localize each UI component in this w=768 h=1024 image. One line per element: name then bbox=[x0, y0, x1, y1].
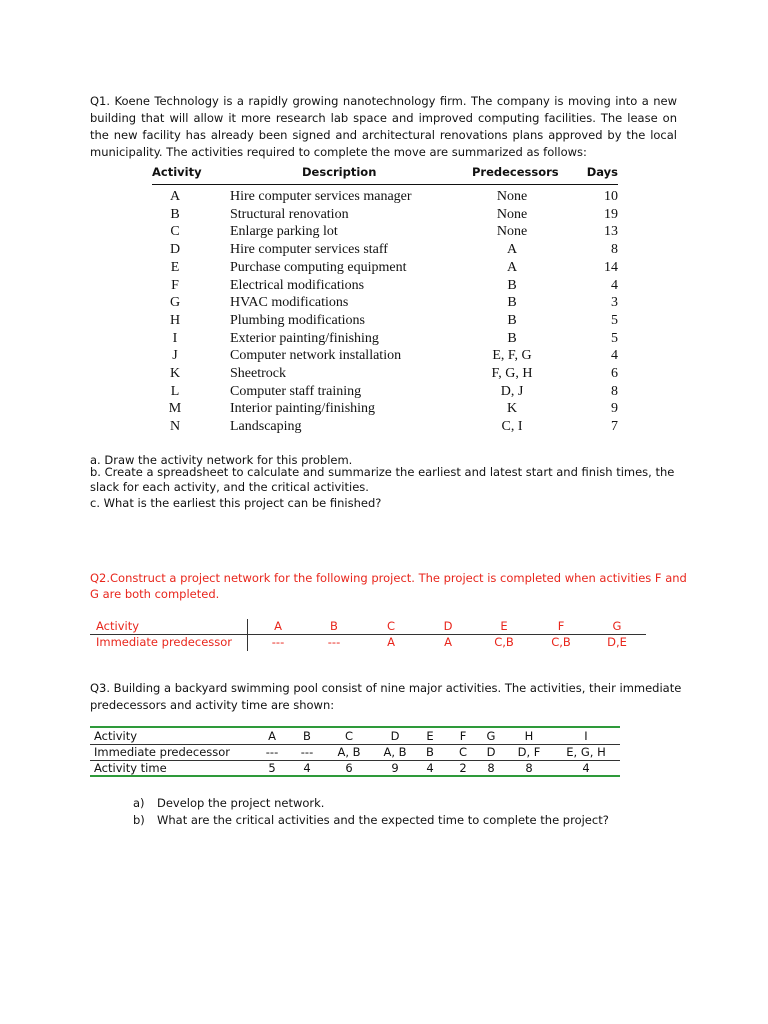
table-row bbox=[152, 418, 618, 436]
q3-predecessor-cell: --- bbox=[265, 745, 279, 759]
q2-table bbox=[90, 619, 646, 651]
days-cell: 13 bbox=[604, 224, 618, 240]
activity-cell: E bbox=[170, 259, 180, 275]
table-row bbox=[152, 206, 618, 224]
activity-cell: M bbox=[168, 401, 182, 417]
q3-question-list bbox=[133, 795, 609, 829]
table-row bbox=[152, 294, 618, 312]
q2-predecessor-cell: A bbox=[387, 635, 395, 649]
predecessors-cell: B bbox=[507, 295, 517, 311]
description-cell: Sheetrock bbox=[230, 366, 286, 381]
activity-cell: G bbox=[169, 295, 181, 311]
activity-cell: D bbox=[169, 242, 181, 258]
list-item-text: Develop the project network. bbox=[157, 796, 325, 810]
predecessors-cell: None bbox=[496, 206, 528, 222]
table-row bbox=[152, 241, 618, 259]
q3-activity-cell: D bbox=[390, 729, 400, 743]
table-row bbox=[152, 312, 618, 330]
list-item bbox=[133, 812, 609, 829]
description-cell: Hire computer services staff bbox=[230, 242, 388, 258]
q3-predecessor-cell: D, F bbox=[517, 745, 541, 759]
q2-text-line2: G are both completed. bbox=[90, 587, 220, 601]
q3-activity-cell: C bbox=[344, 729, 354, 743]
activity-cell: K bbox=[169, 366, 181, 381]
q1-question-a: a. Draw the activity network for this problem. bbox=[90, 453, 353, 467]
activity-cell: A bbox=[169, 189, 181, 204]
q3-label-activity: Activity bbox=[94, 729, 138, 743]
predecessors-cell: K bbox=[506, 401, 518, 417]
description-cell: Computer network installation bbox=[230, 348, 402, 364]
description-cell: Purchase computing equipment bbox=[230, 259, 407, 275]
table-row bbox=[152, 277, 618, 295]
q2-predecessor-cell: --- bbox=[327, 635, 341, 649]
predecessors-cell: D, J bbox=[500, 383, 524, 399]
q3-predecessor-cell: D bbox=[486, 745, 496, 759]
q3-predecessor-cell: --- bbox=[300, 745, 314, 759]
description-cell: Enlarge parking lot bbox=[230, 224, 338, 240]
q3-activity-cell: G bbox=[486, 729, 496, 743]
q3-predecessor-cell: A, B bbox=[383, 745, 407, 759]
activity-cell: B bbox=[170, 206, 180, 222]
q3-activity-cell: A bbox=[268, 729, 276, 743]
predecessors-cell: F, G, H bbox=[491, 366, 533, 381]
days-cell: 9 bbox=[611, 401, 618, 417]
table-row bbox=[152, 400, 618, 418]
q2-activity-cell: B bbox=[330, 619, 338, 633]
predecessors-cell: None bbox=[496, 224, 528, 240]
activity-cell: J bbox=[172, 348, 178, 364]
days-cell: 7 bbox=[611, 419, 618, 435]
description-cell: Structural renovation bbox=[230, 206, 349, 222]
q2-activity-cell: E bbox=[500, 619, 508, 633]
predecessors-cell: B bbox=[507, 277, 517, 293]
table-row bbox=[152, 188, 618, 206]
q3-label-predecessor: Immediate predecessor bbox=[94, 745, 231, 759]
predecessors-cell: C, I bbox=[501, 419, 523, 435]
q3-time-cell: 4 bbox=[303, 761, 311, 775]
predecessors-cell: None bbox=[496, 189, 528, 204]
q2-predecessor-cell: C,B bbox=[551, 635, 571, 649]
table-row bbox=[152, 259, 618, 277]
q2-vertical-divider bbox=[247, 619, 248, 651]
q3-time-cell: 5 bbox=[268, 761, 276, 775]
q2-text-line1: Q2.Construct a project network for the following project. The project is completed when activities F and bbox=[90, 571, 687, 585]
q1-question-c: c. What is the earliest this project can be finished? bbox=[90, 496, 382, 510]
activity-cell: F bbox=[171, 277, 179, 293]
description-cell: Interior painting/finishing bbox=[230, 401, 376, 417]
table-row bbox=[152, 223, 618, 241]
days-cell: 3 bbox=[611, 295, 618, 311]
q3-predecessor-cell: E, G, H bbox=[566, 745, 606, 759]
activity-cell: I bbox=[172, 330, 178, 346]
q1-header-divider bbox=[152, 184, 618, 185]
q2-predecessor-cell: C,B bbox=[494, 635, 514, 649]
q2-activity-cell: C bbox=[386, 619, 396, 633]
predecessors-cell: A bbox=[506, 242, 518, 258]
days-cell: 8 bbox=[611, 242, 618, 258]
q1-intro-paragraph: Q1. Koene Technology is a rapidly growing nanotechnology firm. The company is moving into a new building that will allow it more research lab space and improved computing facilities. The lease on the new facility has already been signed and architectural renovations plans approved by the local municipality. The activities required to complete the move are summarized as follows: bbox=[90, 94, 677, 159]
list-marker: a) bbox=[133, 796, 145, 810]
table-row bbox=[152, 383, 618, 401]
list-item-text: What are the critical activities and the expected time to complete the project? bbox=[157, 813, 609, 827]
q2-label-predecessor: Immediate predecessor bbox=[96, 635, 233, 649]
days-cell: 6 bbox=[611, 366, 618, 381]
days-cell: 10 bbox=[604, 189, 618, 204]
q3-time-cell: 4 bbox=[426, 761, 434, 775]
description-cell: Exterior painting/finishing bbox=[230, 330, 379, 346]
q3-time-cell: 8 bbox=[525, 761, 533, 775]
q1-header-description: Description bbox=[302, 165, 377, 179]
predecessors-cell: B bbox=[507, 312, 517, 328]
table-row bbox=[152, 365, 618, 383]
q3-time-cell: 6 bbox=[345, 761, 353, 775]
q3-activity-cell: I bbox=[584, 729, 588, 743]
list-item bbox=[133, 795, 609, 812]
q3-activity-cell: H bbox=[524, 729, 534, 743]
description-cell: Landscaping bbox=[230, 419, 302, 435]
q2-activity-cell: G bbox=[612, 619, 622, 633]
description-cell: Hire computer services manager bbox=[230, 189, 412, 204]
description-cell: HVAC modifications bbox=[230, 295, 349, 311]
q3-time-cell: 2 bbox=[459, 761, 467, 775]
q2-predecessor-cell: D,E bbox=[607, 635, 627, 649]
q1-header-days: Days bbox=[586, 165, 618, 179]
q2-label-activity: Activity bbox=[96, 619, 140, 633]
q3-time-cell: 9 bbox=[391, 761, 399, 775]
days-cell: 5 bbox=[611, 330, 618, 346]
q3-label-time: Activity time bbox=[94, 761, 167, 775]
q2-activity-cell: D bbox=[443, 619, 453, 633]
q1-question-b-cont: slack for each activity, and the critical activities. bbox=[90, 480, 369, 494]
q3-text-line1: Q3. Building a backyard swimming pool consist of nine major activities. The activities, their immediate bbox=[90, 681, 682, 695]
q1-question-b: b. Create a spreadsheet to calculate and summarize the earliest and latest start and finish times, the bbox=[90, 465, 675, 479]
q1-header-predecessors: Predecessors bbox=[472, 165, 559, 179]
description-cell: Electrical modifications bbox=[230, 277, 365, 293]
q3-predecessor-cell: A, B bbox=[337, 745, 361, 759]
activity-cell: C bbox=[170, 224, 180, 240]
q3-activity-cell: F bbox=[459, 729, 467, 743]
table-row bbox=[152, 330, 618, 348]
q3-time-cell: 4 bbox=[582, 761, 590, 775]
activity-cell: H bbox=[169, 312, 181, 328]
predecessors-cell: A bbox=[506, 259, 518, 275]
predecessors-cell: E, F, G bbox=[492, 348, 532, 364]
q3-predecessor-cell: C bbox=[458, 745, 468, 759]
q3-activity-cell: B bbox=[303, 729, 311, 743]
predecessors-cell: B bbox=[507, 330, 517, 346]
days-cell: 4 bbox=[611, 348, 618, 364]
table-row bbox=[152, 347, 618, 365]
days-cell: 4 bbox=[611, 277, 618, 293]
days-cell: 5 bbox=[611, 312, 618, 328]
q3-text-line2: predecessors and activity time are shown: bbox=[90, 698, 335, 712]
description-cell: Computer staff training bbox=[230, 383, 362, 399]
list-marker: b) bbox=[133, 813, 145, 827]
q3-time-cell: 8 bbox=[487, 761, 495, 775]
q2-predecessor-cell: --- bbox=[271, 635, 285, 649]
description-cell: Plumbing modifications bbox=[230, 312, 365, 328]
days-cell: 19 bbox=[604, 206, 618, 222]
q2-activity-cell: A bbox=[274, 619, 282, 633]
q1-header-activity: Activity bbox=[152, 165, 202, 179]
q3-activity-cell: E bbox=[426, 729, 434, 743]
activity-cell: N bbox=[169, 419, 181, 435]
activity-cell: L bbox=[170, 383, 180, 399]
q2-activity-cell: F bbox=[557, 619, 565, 633]
q2-predecessor-cell: A bbox=[444, 635, 452, 649]
days-cell: 14 bbox=[604, 259, 618, 275]
days-cell: 8 bbox=[611, 383, 618, 399]
q3-table bbox=[90, 726, 620, 778]
q3-predecessor-cell: B bbox=[426, 745, 434, 759]
